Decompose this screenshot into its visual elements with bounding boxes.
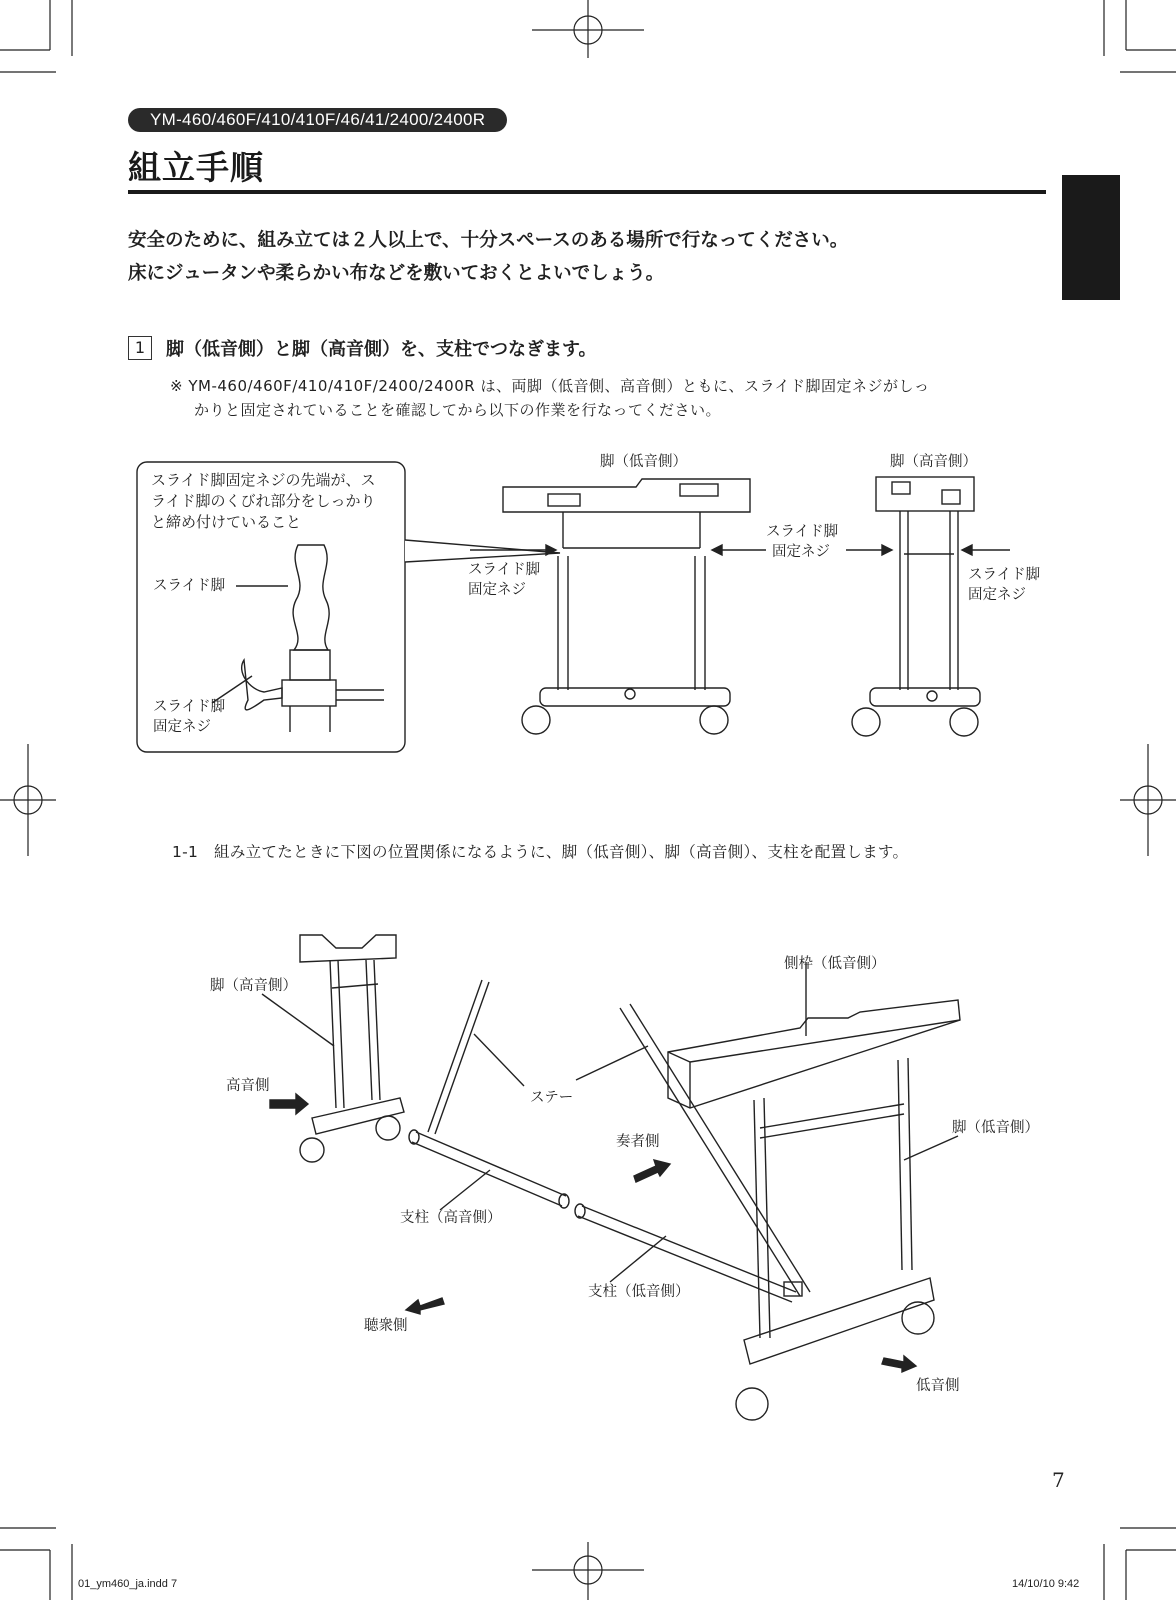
fig1-low-leg-label: 脚（低音側） (600, 454, 687, 470)
fig2-high-leg (300, 935, 404, 1162)
callout-screw-label-1: スライド脚 (153, 699, 226, 715)
fig1-screw-left-2: 固定ネジ (468, 582, 526, 598)
fig2-high-leg-label: 脚（高音側） (210, 978, 297, 994)
model-badge: YM-460/460F/410/410F/46/41/2400/2400R (128, 108, 507, 132)
footer-timestamp: 14/10/10 9:42 (1012, 1578, 1080, 1590)
fig2-post-high-label: 支柱（高音側） (400, 1210, 502, 1226)
callout-slide-leg-label: スライド脚 (153, 578, 226, 594)
callout-description: スライド脚固定ネジの先端が、ス ライド脚のくびれ部分をしっかり と締め付けていること (151, 471, 376, 531)
fig2-side-frame-low-label: 側枠（低音側） (784, 956, 886, 972)
substep-1-1: 1-1 組み立てたときに下図の位置関係になるように、脚（低音側）、脚（高音側）、支柱を配置します。 (172, 843, 909, 861)
fig2-post-high (409, 1130, 569, 1208)
fig2-player-side-label: 奏者側 (616, 1134, 660, 1150)
fig1-screw-mid-2: 固定ネジ (772, 544, 830, 560)
fig1-screw-mid-1: スライド脚 (766, 524, 839, 540)
page-title: 組立手順 (128, 148, 264, 187)
page-number: 7 (1052, 1468, 1065, 1492)
fig2-low-leg (668, 1000, 960, 1420)
step-note-line-2: かりと固定されていることを確認してから以下の作業を行なってください。 (194, 401, 722, 419)
fig1-screw-right-1: スライド脚 (968, 567, 1041, 583)
fig2-low-leg-label: 脚（低音側） (952, 1120, 1039, 1136)
fig2-low-side-label: 低音側 (916, 1378, 960, 1394)
fig2-high-side-label: 高音側 (226, 1078, 270, 1094)
fig2-audience-side-label: 聴衆側 (364, 1318, 408, 1334)
fig1-screw-right-2: 固定ネジ (968, 587, 1026, 603)
fig2-stay-label: ステー (530, 1090, 574, 1106)
fig2-stay-high (428, 980, 489, 1134)
fig2-post-low-label: 支柱（低音側） (588, 1284, 690, 1300)
step-heading: 脚（低音側）と脚（高音側）を、支柱でつなぎます。 (166, 339, 597, 360)
callout-screw-label-2: 固定ネジ (153, 719, 211, 735)
step-note-line-1: ※ YM-460/460F/410/410F/2400/2400R は、両脚（低音側、高音側）ともに、スライド脚固定ネジがしっ (170, 377, 930, 395)
intro-line-1: 安全のために、組み立ては２人以上で、十分スペースのある場所で行なってください。 (128, 230, 849, 251)
fig1-high-leg-label: 脚（高音側） (890, 454, 977, 470)
step-number-box: 1 (128, 336, 152, 360)
footer-file: 01_ym460_ja.indd 7 (78, 1578, 178, 1590)
intro-line-2: 床にジュータンや柔らかい布などを敷いておくとよいでしょう。 (128, 263, 665, 284)
fig1-screw-left-1: スライド脚 (468, 562, 541, 578)
